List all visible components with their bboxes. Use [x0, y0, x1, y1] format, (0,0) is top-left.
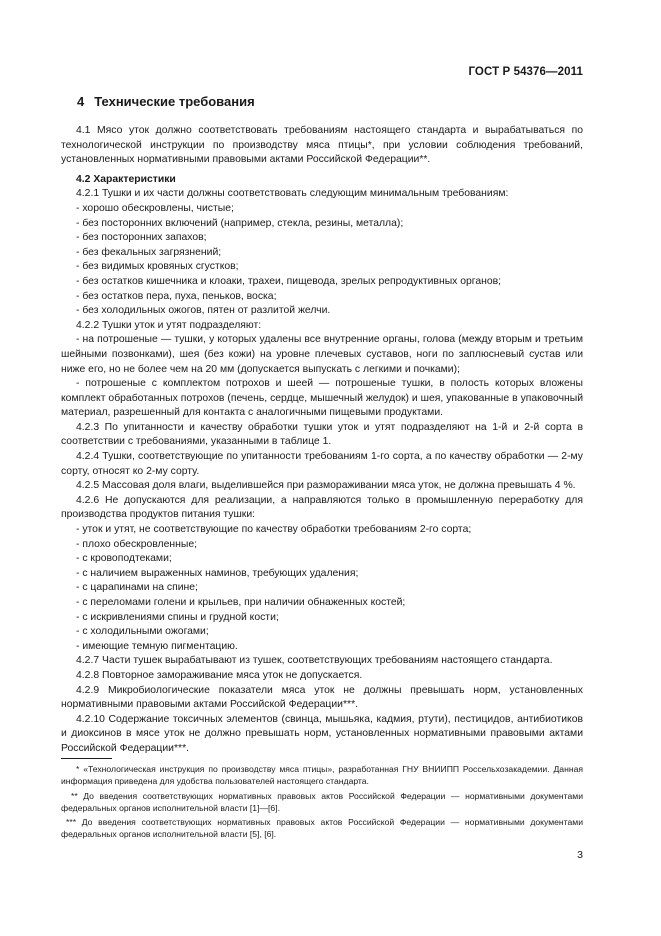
list-item: - с кровоподтеками;	[76, 553, 172, 565]
list-item: - без остатков кишечника и клоаки, трахеи, пищевода, зрелых репродуктивных органов;	[76, 275, 502, 287]
paragraph-4-2-1: 4.2.1 Тушки и их части должны соответствовать следующим минимальным требованиям:	[76, 188, 509, 200]
footnote-divider	[61, 758, 112, 759]
paragraph-4-2-4: 4.2.4 Тушки, соответствующие по упитанности требованиям 1-го сорта, а по качеству обработки — 2-му сорту, относят ко 2-му сорту.	[61, 451, 583, 477]
paragraph-4-2-9: 4.2.9 Микробиологические показатели мяса уток не должны превышать норм, установленных нормативными правовыми актами Российской Федерации***.	[61, 684, 583, 711]
footnote-2: ** До введения соответствующих нормативных правовых актов Российской Федерации — нормативными документами федеральных органов исполнительной власти [1]—[6].	[61, 790, 583, 813]
paragraph-4-2-6: 4.2.6 Не допускаются для реализации, а направляются только в промышленную переработку для производства продуктов питания тушки:	[61, 494, 583, 521]
list-item: - без посторонних включений (например, стекла, резины, металла);	[76, 217, 404, 229]
paragraph-4-2-2-a: - на потрошеные — тушки, у которых удалены все внутренние органы, голова (между вторым и третьим шейными позвонками), шея (без кожи) на уровне плечевых суставов, ноги по заплюсневый сустав или ниже его, но не более чем на 20 мм (допускается выпускать с легкими и почками);	[61, 334, 583, 375]
footnotes	[61, 763, 583, 843]
list-item: - с переломами голени и крыльев, при наличии обнаженных костей;	[76, 597, 406, 608]
list-item: - уток и утят, не соответствующие по качеству обработки требованиям 2-го сорта;	[76, 524, 472, 536]
list-item: - имеющие темную пигментацию.	[76, 640, 238, 652]
page-number: 3	[577, 849, 583, 861]
list-item: - без посторонних запахов;	[76, 232, 207, 244]
list-item: - с искривлениями спины и грудной кости;	[76, 611, 279, 623]
footnote-1: * «Технологическая инструкция по производству мяса птицы», разработанная ГНУ ВНИИПП Россельхозакадемии. Данная информация приведена для удобства пользователей настоящего стандарта.	[61, 764, 583, 787]
list-item: - хорошо обескровлены, чистые;	[76, 202, 234, 214]
list-item: - без видимых кровяных сгустков;	[76, 261, 239, 273]
paragraph-4-2-7: 4.2.7 Части тушек вырабатывают из тушек, соответствующих требованиям настоящего стандарта.	[76, 655, 553, 667]
paragraph-4-2-2-b: - потрошеные с комплектом потрохов и шеей — потрошеные тушки, в полость которых вложены комплект обработанных потрохов (печень, сердце, мышечный желудок) и шея, упакованные в упаковочный материал, разрешенный для контакта с аналогичными пищевыми продуктами.	[61, 378, 583, 419]
list-item: - без холодильных ожогов, пятен от разлитой желчи.	[76, 305, 331, 317]
paragraph-4-1: 4.1 Мясо уток должно соответствовать требованиям настоящего стандарта и вырабатываться по технологической инструкции по производству мяса птицы*, при условии соблюдения требований, установленных нормативными правовыми актами Российской Федерации**.	[61, 125, 583, 166]
paragraph-4-2-2: 4.2.2 Тушки уток и утят подразделяют:	[76, 319, 262, 331]
paragraph-4-2-3: 4.2.3 По упитанности и качеству обработки тушки уток и утят подразделяют на 1-й и 2-й сорта в соответствии с требованиями, указанными в таблице 1.	[61, 421, 583, 448]
paragraph-4-2-8: 4.2.8 Повторное замораживание мяса уток не допускается.	[76, 669, 363, 681]
paragraph-4-2-10: 4.2.10 Содержание токсичных элементов (свинца, мышьяка, кадмия, ртути), пестицидов, антибиотиков и диоксинов в мясе уток не должно превышать норм, установленных нормативными правовыми актами Российской Федерации***.	[61, 713, 583, 754]
section-number: 4	[77, 94, 85, 109]
paragraph-4-2-5: 4.2.5 Массовая доля влаги, выделившейся при размораживании мяса уток, не должна превышать 4 %.	[76, 480, 576, 492]
section-title-text: Технические требования	[94, 94, 255, 109]
section-body	[61, 124, 583, 757]
list-item: - плохо обескровленные;	[76, 538, 197, 550]
subsection-4-2-heading: 4.2 Характеристики	[76, 173, 176, 185]
section-title	[77, 94, 255, 109]
list-item: - без остатков пера, пуха, пеньков, воска;	[76, 290, 277, 302]
list-item: - с царапинами на спине;	[76, 582, 198, 594]
list-item: - без фекальных загрязнений;	[76, 246, 222, 258]
list-item: - с холодильными ожогами;	[76, 626, 209, 638]
list-item: - с наличием выраженных наминов, требующих удаления;	[76, 567, 359, 579]
standard-id-header: ГОСТ Р 54376—2011	[468, 66, 583, 78]
footnote-3: *** До введения соответствующих нормативных правовых актов Российской Федерации — нормативными документами федеральных органов исполнительной власти [5], [6].	[61, 817, 583, 840]
